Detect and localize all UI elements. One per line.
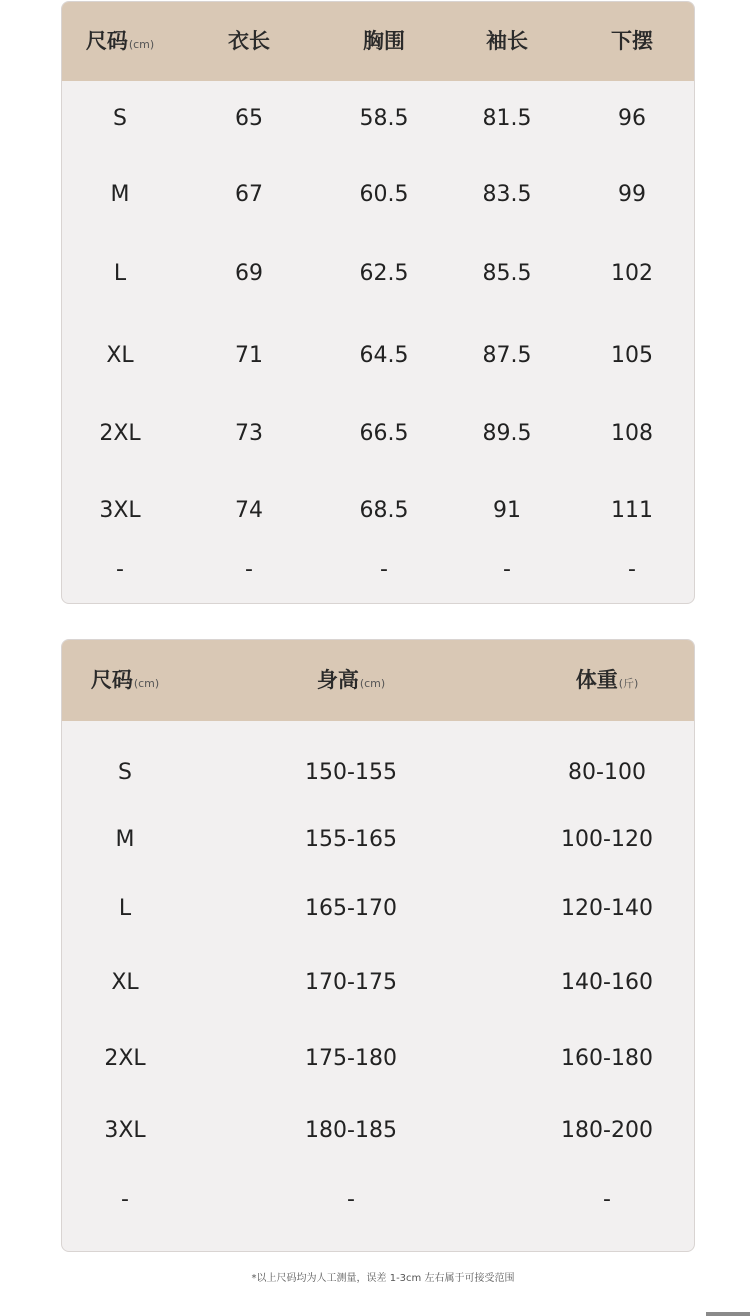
cell-size: - [121, 1187, 129, 1212]
column-header-label: 衣长 [228, 29, 270, 53]
cell-height: 180-185 [305, 1118, 397, 1143]
table-row [62, 175, 694, 215]
cell-chest: 58.5 [359, 106, 409, 131]
table-row [62, 963, 694, 1003]
cell-size: L [118, 896, 132, 921]
cell-length: 74 [235, 498, 263, 523]
cell-length: 65 [235, 106, 263, 131]
column-header-label: 身高 [316, 668, 359, 692]
cell-length: 67 [235, 182, 263, 207]
table-row [62, 550, 694, 590]
table-row [62, 491, 694, 531]
cell-weight: 80-100 [568, 760, 646, 785]
cell-hem: 111 [611, 498, 653, 523]
cell-size: M [110, 182, 130, 207]
cell-hem: 99 [618, 182, 646, 207]
cell-hem: 105 [611, 343, 653, 368]
column-header-chest [363, 2, 405, 81]
cell-sleeve: 81.5 [482, 106, 532, 131]
cell-weight: 160-180 [561, 1046, 653, 1071]
cell-chest: - [380, 557, 388, 582]
cell-sleeve: - [503, 557, 511, 582]
cell-height: 165-170 [305, 896, 397, 921]
table-header [62, 2, 694, 81]
cell-size: M [115, 827, 135, 852]
cell-sleeve: 89.5 [482, 421, 532, 446]
table-row [62, 1039, 694, 1079]
cell-height: - [347, 1187, 355, 1212]
table-row [62, 820, 694, 860]
cell-height: 170-175 [305, 970, 397, 995]
cell-sleeve: 83.5 [482, 182, 532, 207]
table-row [62, 1180, 694, 1220]
cell-size: 2XL [99, 421, 141, 446]
cell-size: 2XL [104, 1046, 146, 1071]
column-header-unit: (cm) [128, 38, 155, 51]
table-row [62, 336, 694, 376]
height-weight-table [61, 639, 695, 1252]
cell-length: - [245, 557, 253, 582]
table-row [62, 254, 694, 294]
cell-size: XL [111, 970, 139, 995]
cell-height: 155-165 [305, 827, 397, 852]
cell-size: - [116, 557, 124, 582]
column-header-label: 袖长 [486, 29, 528, 53]
table-row [62, 414, 694, 454]
column-header-label: 尺码 [90, 668, 133, 692]
cell-weight: 120-140 [561, 896, 653, 921]
cell-sleeve: 87.5 [482, 343, 532, 368]
column-header-unit: (斤) [618, 677, 639, 690]
cell-hem: 102 [611, 261, 653, 286]
cell-weight: - [603, 1187, 611, 1212]
table-row [62, 1111, 694, 1151]
table-row [62, 99, 694, 139]
cell-size: L [113, 261, 127, 286]
cell-size: XL [106, 343, 134, 368]
cell-chest: 60.5 [359, 182, 409, 207]
cell-chest: 64.5 [359, 343, 409, 368]
column-header-height [317, 640, 385, 724]
table-row [62, 889, 694, 929]
column-header-size [91, 640, 159, 724]
cell-length: 73 [235, 421, 263, 446]
column-header-weight [576, 640, 639, 724]
cell-length: 71 [235, 343, 263, 368]
cell-length: 69 [235, 261, 263, 286]
cell-chest: 66.5 [359, 421, 409, 446]
cell-height: 150-155 [305, 760, 397, 785]
column-header-label: 胸围 [363, 29, 405, 53]
column-header-hem [611, 2, 653, 81]
column-header-label: 下摆 [611, 29, 653, 53]
cell-size: 3XL [104, 1118, 146, 1143]
cell-weight: 140-160 [561, 970, 653, 995]
corner-mark [706, 1312, 750, 1316]
cell-size: S [113, 106, 127, 131]
cell-hem: 96 [618, 106, 646, 131]
column-header-length [228, 2, 270, 81]
cell-hem: 108 [611, 421, 653, 446]
table-row [62, 753, 694, 793]
cell-size: 3XL [99, 498, 141, 523]
column-header-size [86, 2, 154, 84]
column-header-unit: (cm) [359, 677, 386, 690]
cell-chest: 68.5 [359, 498, 409, 523]
measurement-footnote: *以上尺码均为人工测量，误差 1-3cm 左右属于可接受范围 [251, 1273, 515, 1284]
size-measurement-table [61, 1, 695, 604]
cell-chest: 62.5 [359, 261, 409, 286]
cell-sleeve: 85.5 [482, 261, 532, 286]
column-header-unit: (cm) [133, 677, 160, 690]
cell-height: 175-180 [305, 1046, 397, 1071]
column-header-label: 尺码 [85, 29, 128, 53]
cell-weight: 100-120 [561, 827, 653, 852]
cell-weight: 180-200 [561, 1118, 653, 1143]
cell-hem: - [628, 557, 636, 582]
column-header-sleeve [486, 2, 528, 81]
column-header-label: 体重 [575, 668, 618, 692]
cell-sleeve: 91 [493, 498, 521, 523]
table-header [62, 640, 694, 721]
cell-size: S [118, 760, 132, 785]
